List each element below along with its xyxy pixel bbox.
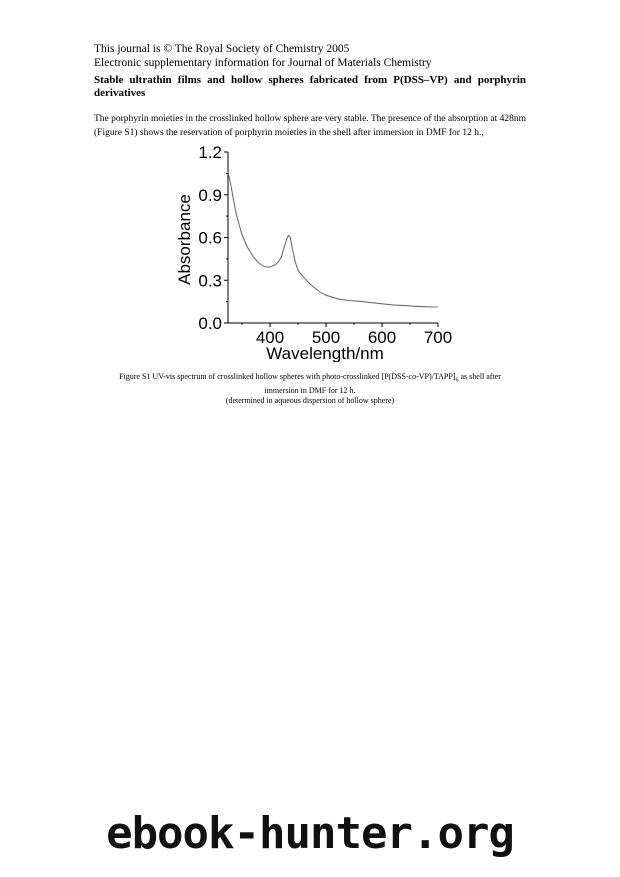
caption-co-italic: co	[408, 372, 417, 381]
y-tick-label: 1.2	[198, 143, 222, 162]
x-tick-label: 600	[367, 328, 397, 347]
y-tick-label: 0.0	[198, 314, 222, 333]
x-tick-label: 400	[255, 328, 285, 347]
copyright-line: This journal is © The Royal Society of Chemistry 2005	[94, 43, 350, 55]
caption-line-2: immersion in DMF for 12 h.	[264, 385, 356, 395]
caption-line-1	[70, 372, 550, 386]
y-tick-label: 0.9	[198, 185, 222, 205]
x-tick-label: 500	[311, 328, 341, 347]
x-tick-label: 700	[423, 328, 453, 347]
figure-caption	[70, 372, 550, 406]
article-title: Stable ultrathin films and hollow spheres fabricated from P(DSS–VP) and porphyrin derivatives	[94, 74, 526, 99]
caption-line-1-pre: Figure S1 UV-vis spectrum of crosslinked hollow spheres with photo-crosslinked [P(DSS-	[119, 372, 409, 381]
caption-line-1-mid: -VP)/TAPP]	[416, 372, 456, 381]
spectrum-line	[228, 172, 438, 307]
uv-vis-chart-svg	[170, 140, 460, 362]
esi-line: Electronic supplementary information for Journal of Materials Chemistry	[94, 57, 432, 69]
caption-line-1-post: as shell after	[458, 372, 501, 381]
body-paragraph: The porphyrin moieties in the crosslinked hollow sphere are very stable. The presence of the absorption at 428nm (Figure S1) shows the reservation of porphyrin moieties in the shell after immersion in DMF for 12 h.,	[94, 114, 526, 138]
journal-header	[94, 42, 432, 70]
uv-vis-chart	[170, 140, 460, 367]
y-tick-label: 0.3	[198, 271, 222, 291]
caption-line-3: (determined in aqueous dispersion of hollow sphere)	[225, 395, 395, 405]
y-axis-label: Absorbance	[175, 194, 194, 285]
y-tick-label: 0.6	[198, 228, 222, 248]
x-axis-label: Wavelength/nm	[266, 344, 384, 362]
caption-subscript: 6	[455, 377, 459, 384]
watermark-text: ebook-hunter.org	[106, 808, 514, 859]
